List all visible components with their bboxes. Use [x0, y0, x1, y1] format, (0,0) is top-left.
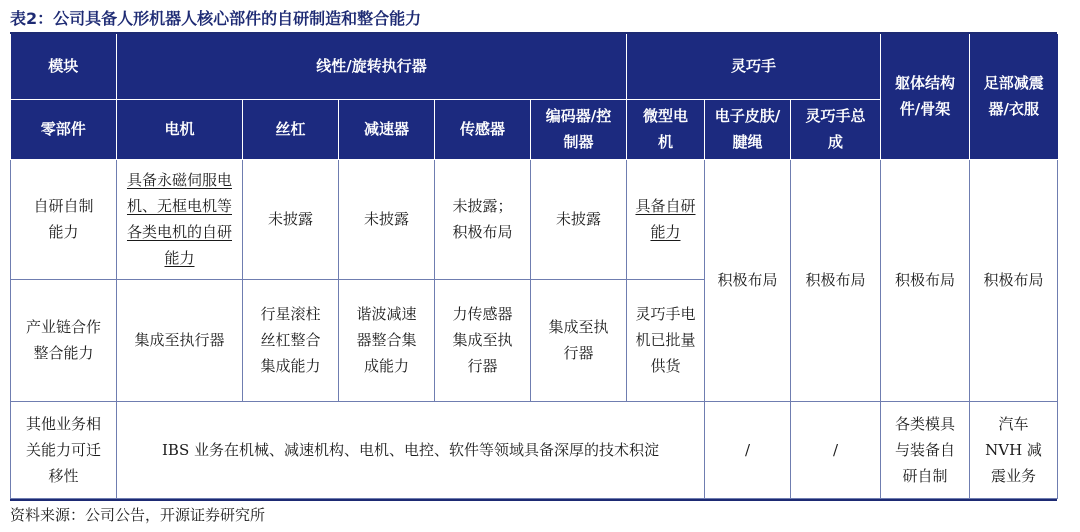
cell-foot-layout: 积极布局 — [970, 159, 1058, 401]
header-skin: 电子皮肤/腱绳 — [705, 99, 791, 159]
header-hand-total: 灵巧手总成 — [791, 99, 881, 159]
row-label-self-rd: 自研自制能力 — [11, 159, 117, 279]
cell-self-rd-reducer: 未披露 — [339, 159, 435, 279]
self-rd-micro-motor-text: 具备自研能力 — [635, 197, 696, 241]
cell-self-rd-sensor: 未披露；积极布局 — [435, 159, 531, 279]
header-torso: 躯体结构件/骨架 — [881, 34, 970, 159]
cell-integration-motor: 集成至执行器 — [117, 279, 243, 401]
cell-other-skin: / — [705, 401, 791, 498]
header-foot: 足部减震器/衣服 — [970, 34, 1058, 159]
cell-integration-encoder: 集成至执行器 — [531, 279, 627, 401]
header-screw: 丝杠 — [243, 99, 339, 159]
row-label-other: 其他业务相关能力可迁移性 — [11, 401, 117, 498]
header-micro-motor: 微型电机 — [627, 99, 705, 159]
row-label-integration: 产业链合作整合能力 — [11, 279, 117, 401]
table-title: 表2：公司具备人形机器人核心部件的自研制造和整合能力 — [10, 9, 422, 28]
cell-hand-total-layout: 积极布局 — [791, 159, 881, 401]
cell-integration-sensor: 力传感器集成至执行器 — [435, 279, 531, 401]
cell-other-foot: 汽车 NVH 减震业务 — [970, 401, 1058, 498]
header-motor: 电机 — [117, 99, 243, 159]
header-actuator-group: 线性/旋转执行器 — [117, 34, 627, 99]
header-encoder: 编码器/控制器 — [531, 99, 627, 159]
header-module: 模块 — [11, 34, 117, 99]
cell-torso-layout: 积极布局 — [881, 159, 970, 401]
cell-skin-layout: 积极布局 — [705, 159, 791, 401]
cell-self-rd-motor — [117, 159, 243, 279]
capability-table — [10, 34, 1058, 499]
cell-other-hand-total: / — [791, 401, 881, 498]
header-sensor: 传感器 — [435, 99, 531, 159]
cell-self-rd-screw: 未披露 — [243, 159, 339, 279]
bottom-rule — [10, 499, 1057, 501]
cell-integration-micro-motor: 灵巧手电机已批量供货 — [627, 279, 705, 401]
cell-integration-screw: 行星滚柱丝杠整合集成能力 — [243, 279, 339, 401]
header-reducer: 减速器 — [339, 99, 435, 159]
cell-integration-reducer: 谐波减速器整合集成能力 — [339, 279, 435, 401]
cell-other-actuator: IBS 业务在机械、减速机构、电机、电控、软件等领域具备深厚的技术积淀 — [117, 401, 705, 498]
cell-self-rd-encoder: 未披露 — [531, 159, 627, 279]
cell-self-rd-micro-motor — [627, 159, 705, 279]
header-components: 零部件 — [11, 99, 117, 159]
header-hand-group: 灵巧手 — [627, 34, 881, 99]
source-note: 资料来源：公司公告，开源证券研究所 — [10, 506, 266, 524]
cell-other-torso: 各类模具与装备自研自制 — [881, 401, 970, 498]
self-rd-motor-text: 具备永磁伺服电机、无框电机等各类电机的自研能力 — [126, 171, 232, 267]
